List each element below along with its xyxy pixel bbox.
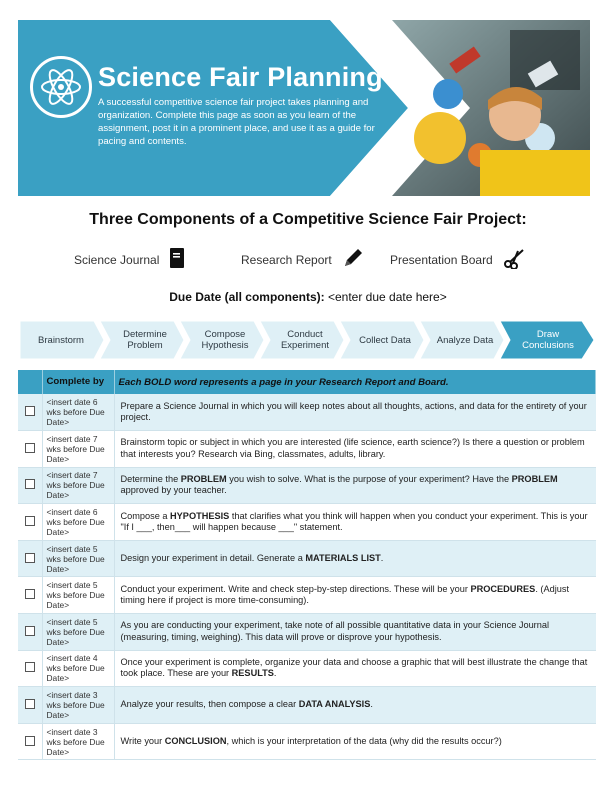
complete-by-date[interactable]: <insert date 5 wks before Due Date> — [42, 577, 114, 614]
task-checkbox[interactable] — [25, 516, 35, 526]
complete-by-date[interactable]: <insert date 3 wks before Due Date> — [42, 723, 114, 760]
task-description: As you are conducting your experiment, take note of all possible quantitative data in your Science Journal (measuring, timing, weighing). This data will prove or disprove your hypothesis. — [114, 614, 596, 651]
task-description: Determine the PROBLEM you wish to solve. What is the purpose of your experiment? Have the PROBLEM approved by your teacher. — [114, 467, 596, 504]
task-table — [18, 370, 596, 760]
task-description: Compose a HYPOTHESIS that clarifies what you think will happen when you conduct your experiment. This is your "If I ___, then___ will happen because ___" statement. — [114, 504, 596, 541]
task-checkbox[interactable] — [25, 589, 35, 599]
component-research-report — [241, 247, 364, 272]
checkbox-cell — [18, 577, 42, 614]
step-compose-hypothesis: Compose Hypothesis — [201, 329, 249, 351]
table-row — [18, 504, 596, 541]
complete-by-date[interactable]: <insert date 6 wks before Due Date> — [42, 504, 114, 541]
task-description: Prepare a Science Journal in which you will keep notes about all thoughts, actions, and data for the entirety of your project. — [114, 394, 596, 431]
table-row — [18, 687, 596, 724]
table-row — [18, 467, 596, 504]
table-row — [18, 650, 596, 687]
complete-by-date[interactable]: <insert date 5 wks before Due Date> — [42, 614, 114, 651]
complete-by-header: Complete by — [42, 370, 114, 394]
task-description: Write your CONCLUSION, which is your interpretation of the data (why did the results occur?) — [114, 723, 596, 760]
component-label: Science Journal — [74, 252, 160, 267]
task-description: Conduct your experiment. Write and check step-by-step directions. These will be your PROCEDURES. (Adjust timing here if project is more time-consuming). — [114, 577, 596, 614]
table-row — [18, 540, 596, 577]
task-description: Design your experiment in detail. Generate a MATERIALS LIST. — [114, 540, 596, 577]
component-label: Presentation Board — [390, 252, 493, 267]
component-presentation-board — [390, 247, 525, 272]
step-collect-data: Collect Data — [359, 334, 411, 346]
task-checkbox[interactable] — [25, 406, 35, 416]
checkbox-cell — [18, 540, 42, 577]
notebook-icon — [169, 247, 185, 272]
checkbox-cell — [18, 650, 42, 687]
component-label: Research Report — [241, 252, 332, 267]
checkbox-header — [18, 370, 42, 394]
page-title: Science Fair Planning — [98, 62, 383, 92]
step-analyze-data: Analyze Data — [436, 334, 494, 346]
complete-by-date[interactable]: <insert date 7 wks before Due Date> — [42, 467, 114, 504]
complete-by-date[interactable]: <insert date 4 wks before Due Date> — [42, 650, 114, 687]
due-date-line — [0, 290, 616, 304]
checkbox-cell — [18, 614, 42, 651]
task-checkbox[interactable] — [25, 662, 35, 672]
table-row — [18, 614, 596, 651]
step-determine-problem: Determine Problem — [123, 329, 167, 351]
task-checkbox[interactable] — [25, 553, 35, 563]
table-row — [18, 723, 596, 760]
components-heading: Three Components of a Competitive Science Fair Project: — [89, 211, 527, 228]
table-row — [18, 394, 596, 431]
complete-by-date[interactable]: <insert date 6 wks before Due Date> — [42, 394, 114, 431]
table-row — [18, 577, 596, 614]
checkbox-cell — [18, 394, 42, 431]
component-science-journal — [74, 247, 185, 272]
due-date-field[interactable]: <enter due date here> — [327, 290, 447, 304]
checkbox-cell — [18, 687, 42, 724]
pencil-icon — [342, 247, 364, 272]
process-steps — [20, 321, 594, 359]
task-checkbox[interactable] — [25, 479, 35, 489]
task-checkbox[interactable] — [25, 699, 35, 709]
step-brainstorm: Brainstorm — [38, 334, 84, 346]
step-conduct-experiment: Conduct Experiment — [280, 329, 330, 351]
task-checkbox[interactable] — [25, 626, 35, 636]
checkbox-cell — [18, 431, 42, 468]
complete-by-date[interactable]: <insert date 5 wks before Due Date> — [42, 540, 114, 577]
header-banner — [18, 20, 590, 196]
checkbox-cell — [18, 467, 42, 504]
task-description: Once your experiment is complete, organize your data and choose a graphic that will best illustrate the change that took place. These are your RESULTS. — [114, 650, 596, 687]
complete-by-date[interactable]: <insert date 7 wks before Due Date> — [42, 431, 114, 468]
note-header: Each BOLD word represents a page in your Research Report and Board. — [114, 370, 596, 394]
table-row — [18, 431, 596, 468]
step-draw-conclusions: Draw Conclusions — [522, 329, 574, 351]
complete-by-date[interactable]: <insert date 3 wks before Due Date> — [42, 687, 114, 724]
task-rows — [18, 394, 596, 760]
scissors-icon — [503, 247, 525, 272]
task-description: Analyze your results, then compose a clear DATA ANALYSIS. — [114, 687, 596, 724]
task-checkbox[interactable] — [25, 443, 35, 453]
task-checkbox[interactable] — [25, 736, 35, 746]
due-date-label: Due Date (all components): — [169, 290, 325, 304]
page-intro: A successful competitive science fair project takes planning and organization. Complete this page as soon as you learn of the assignment, post it in a prominent place, and use it as a guide for pacing and contents. — [98, 97, 375, 147]
checkbox-cell — [18, 504, 42, 541]
atom-icon — [30, 56, 92, 118]
checkbox-cell — [18, 723, 42, 760]
task-description: Brainstorm topic or subject in which you are interested (life science, earth science?) Is there a question or problem that interests you? Research via Bing, classmates, adults, library. — [114, 431, 596, 468]
